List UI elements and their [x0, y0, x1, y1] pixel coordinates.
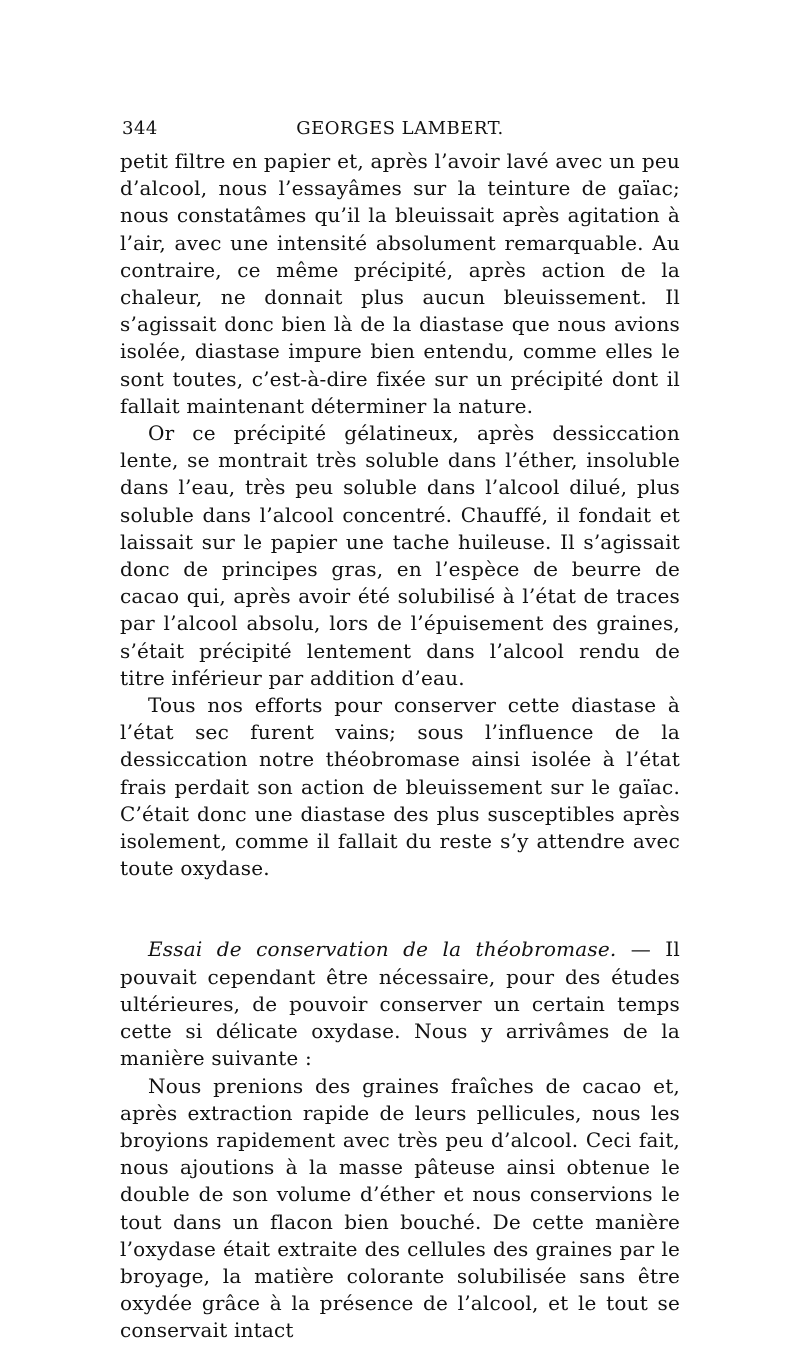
page-number: 344 — [122, 118, 158, 139]
paragraph-conservation-method: Nous prenions des graines fraîches de cacao et, après extraction rapide de leurs pellicules, nous les broyions rapidement avec très peu d’alcool. Ceci fait, nous ajoutions à la masse pâteuse ainsi obtenue le double de son volume d’éther et nous conservions le tout dans un flacon bien bouché. De cette manière l’oxydase était extraite des cellules des graines par le broyage, la matière colorante solubilisée sans être oxydée grâce à la présence de l’alcool, et le tout se conservait intact — [120, 1073, 680, 1343]
section-paragraph — [120, 936, 680, 1072]
paragraph-conservation-efforts: Tous nos efforts pour conserver cette diastase à l’état sec furent vains; sous l’influence de la dessiccation notre théobromase ainsi isolée à l’état frais perdait son action de bleuissement sur le gaïac. C’était donc une diastase des plus susceptibles après isolement, comme il fallait du reste s’y attendre avec toute oxydase. — [120, 693, 680, 881]
running-title: GEORGES LAMBERT. — [296, 118, 504, 139]
page-header — [120, 110, 680, 148]
book-page — [120, 110, 680, 1343]
section-lead-text: — Il pouvait cependant être nécessaire, pour des études ultérieures, de pouvoir conserver un certain temps cette si délicate oxydase. Nous y arrivâmes de la manière suivante : — [120, 937, 680, 1071]
paragraph-gelatinous-precipitate: Or ce précipité gélatineux, après dessiccation lente, se montrait très soluble dans l’éther, insoluble dans l’eau, très peu soluble dans l’alcool dilué, plus soluble dans l’alcool concentré. Chauffé, il fondait et laissait sur le papier une tache huileuse. Il s’agissait donc de principes gras, en l’espèce de beurre de cacao qui, après avoir été solubilisé à l’état de traces par l’alcool absolu, lors de l’épuisement des graines, s’était précipité lentement dans l’alcool rendu de titre inférieur par addition d’eau. — [120, 421, 680, 690]
page-body — [120, 148, 680, 1345]
section-spacing — [120, 882, 680, 936]
section-title: Essai de conservation de la théobromase. — [148, 937, 617, 962]
paragraph-continuation: petit filtre en papier et, après l’avoir lavé avec un peu d’alcool, nous l’essayâmes sur la teinture de gaïac; nous constatâmes qu’il la bleuissait après agitation à l’air, avec une intensité absolument remarquable. Au contraire, ce même précipité, après action de la chaleur, ne donnait plus aucun bleuissement. Il s’agissait donc bien là de la diastase que nous avions isolée, diastase impure bien entendu, comme elles le sont toutes, c’est-à-dire fixée sur un précipité dont il fallait maintenant déterminer la nature. — [120, 149, 680, 418]
